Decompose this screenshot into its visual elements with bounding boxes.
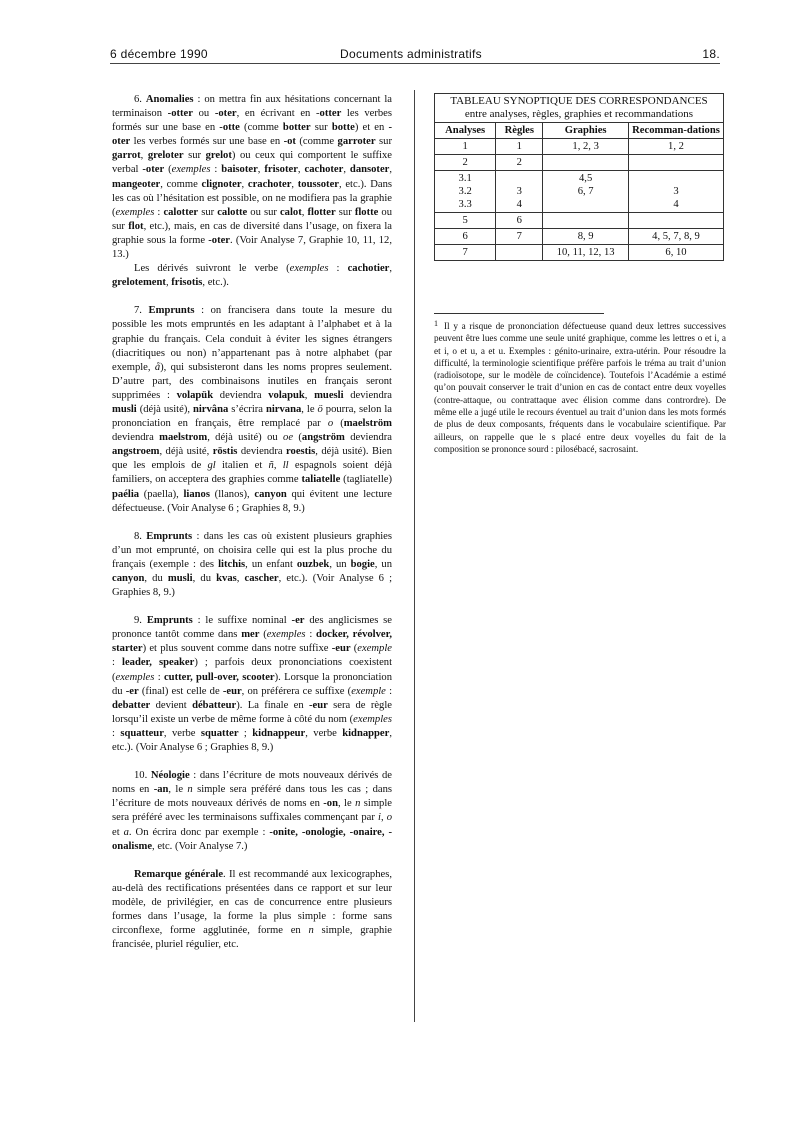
- italic-term: exemple: [351, 685, 386, 697]
- header-journal: Documents administratifs: [340, 47, 482, 61]
- paragraph-neologie: [112, 769, 392, 854]
- paragraph-emprunts-7: [112, 304, 392, 515]
- bold-term: calot: [279, 206, 302, 218]
- bold-term: muesli: [314, 389, 344, 401]
- text-run: (: [164, 164, 172, 176]
- text-run: :: [154, 206, 164, 218]
- bold-term: Néologie: [150, 770, 190, 782]
- cell-graphies: 10, 11, 12, 13: [543, 245, 629, 261]
- table-title: [435, 94, 724, 123]
- bold-term: leader, speaker: [122, 657, 195, 669]
- text-run: Les dérivés suivront le verbe (: [134, 263, 290, 275]
- text-run: italien et: [215, 460, 269, 472]
- bold-term: otter: [319, 108, 342, 120]
- paragraph-emprunts-9: [112, 614, 392, 755]
- text-run: (llanos),: [209, 488, 255, 500]
- table-row: [435, 245, 724, 261]
- cell-analyses: 1: [435, 139, 496, 155]
- bold-term: flot: [128, 220, 144, 232]
- text-run: , un: [329, 558, 351, 570]
- text-run: pourra, selon la prononciation en français, être remplacé par: [112, 403, 392, 430]
- text-run: , un: [374, 558, 392, 570]
- text-run: . (Voir Analyse 7, Graphie 10, 11, 12, 13.): [112, 234, 392, 261]
- cell-recommandations: [629, 155, 724, 171]
- italic-term: exemples: [115, 671, 155, 683]
- bold-term: Emprunts: [146, 530, 193, 542]
- text-run: , du: [192, 573, 217, 584]
- italic-term: o: [386, 812, 393, 824]
- text-run: ) et plus souvent comme dans notre suffixe: [142, 643, 332, 655]
- text-run: ) et en: [354, 122, 389, 134]
- text-run: : dans les cas où existent plusieurs graphies d’un mot emprunté, on choisira celle qui est la plus proche du français (exemple : des: [112, 530, 393, 570]
- cell-recommandations: 3 4: [629, 171, 724, 213]
- cell-recommandations: 1, 2: [629, 139, 724, 155]
- bold-term: baisoter: [221, 164, 258, 176]
- bold-term: roestis: [286, 446, 316, 458]
- paragraph-derives: [112, 262, 392, 290]
- bold-term: kidnappeur: [252, 727, 306, 739]
- bold-term: -eur: [331, 643, 351, 655]
- text-run: (: [350, 643, 358, 655]
- table-body: [435, 139, 724, 261]
- text-run: ). Lorsque la prononciation du: [112, 671, 392, 697]
- text-run: sur: [310, 122, 332, 134]
- text-run: ) ou ceux qui comportent le suffixe verbal: [112, 150, 393, 176]
- bold-term: flotte: [354, 206, 379, 218]
- text-run: ,: [241, 178, 248, 190]
- bold-term: -oter: [112, 122, 392, 148]
- text-run: (: [293, 432, 302, 444]
- footnote: [434, 320, 726, 455]
- bold-term: grelot: [205, 150, 232, 162]
- text-run: deviendra: [213, 389, 269, 401]
- text-run: ,: [380, 812, 387, 824]
- bold-term: cascher: [244, 573, 279, 584]
- table-row: [435, 155, 724, 171]
- text-run: (paella),: [139, 488, 184, 500]
- cell-regles: 7: [496, 229, 543, 245]
- text-run: , déjà usité) ou: [207, 432, 284, 444]
- text-run: , déjà usité). Bien que les emplois de: [112, 446, 392, 472]
- bold-term: docker, révolver, starter: [112, 629, 392, 655]
- text-run: 6.: [134, 94, 146, 105]
- text-run: ,: [257, 164, 265, 176]
- text-run: , le: [168, 784, 188, 796]
- text-run: (comme: [239, 122, 283, 134]
- left-column: [112, 93, 392, 966]
- text-run: (tagliatelle): [340, 474, 392, 486]
- text-run: ,: [291, 178, 298, 190]
- bold-term: Remarque générale: [134, 868, 224, 880]
- text-run: ,: [301, 206, 308, 218]
- text-run: ,: [140, 150, 148, 162]
- text-run: :: [154, 671, 164, 683]
- bold-term: bogie: [350, 558, 375, 570]
- text-run: ou: [192, 108, 215, 120]
- bold-term: mangeoter: [112, 178, 161, 190]
- text-run: ), qui subsisteront dans les noms propres seulement. D’autre part, des combinaisons inutiles en français seront supprimées :: [112, 361, 392, 401]
- bold-term: ouzbek: [296, 558, 330, 570]
- bold-term: -eur: [222, 685, 242, 697]
- cell-analyses: 7: [435, 245, 496, 261]
- italic-term: a: [123, 826, 129, 838]
- text-run: 7.: [134, 305, 149, 317]
- italic-term: n: [308, 925, 314, 937]
- table-row: [435, 139, 724, 155]
- italic-term: o: [327, 418, 334, 430]
- text-run: : dans l’écriture de mots nouveaux dérivés de noms en: [112, 770, 392, 796]
- text-run: . Il est recommandé aux lexicographes, au-delà des rectifications présentées dans ce rapport et sur leur modèle, de privilégier, en cas de concurrence entre plusieurs formes dans l’usage, la forme la plus simple : forme sans circonflexe, forme agglutinée, forme en: [112, 868, 392, 937]
- text-run: : on francisera dans toute la mesure du possible les mots empruntés en les adaptant à l’alphabet et à la graphie du français. Cela conduit à éviter les signes étrangers (diacritiques ou non) n’appartenant pas à notre alphabet (par exemple,: [112, 305, 392, 373]
- text-run: , le: [301, 403, 318, 415]
- bold-term: musli: [167, 573, 193, 584]
- text-run: deviendra: [344, 432, 392, 444]
- italic-term: n: [355, 798, 361, 810]
- bold-term: -an: [153, 784, 169, 796]
- italic-term: gl: [207, 460, 216, 472]
- text-run: (comme: [295, 136, 338, 148]
- bold-term: -er: [291, 615, 305, 627]
- table-title-line2: entre analyses, règles, graphies et recommandations: [464, 108, 694, 120]
- cell-regles: 3 4: [496, 171, 543, 213]
- italic-term: oe: [283, 432, 294, 444]
- cell-recommandations: 4, 5, 7, 8, 9: [629, 229, 724, 245]
- bold-term: -oter: [214, 108, 237, 120]
- cell-recommandations: 6, 10: [629, 245, 724, 261]
- text-run: , un enfant: [245, 558, 297, 570]
- bold-term: canyon: [254, 488, 287, 500]
- bold-term: nirvâna: [192, 403, 229, 415]
- bold-term: garrot: [112, 150, 141, 162]
- text-run: ou sur: [247, 206, 280, 218]
- text-run: , etc. (Voir Analyse 7.): [152, 840, 248, 852]
- text-run: ,: [236, 573, 245, 584]
- bold-term: kidnapper: [342, 727, 390, 739]
- text-run: , on préférera ce suffixe (: [241, 685, 352, 697]
- cell-recommandations: [629, 213, 724, 229]
- text-run: ,: [389, 263, 392, 275]
- text-run: sur: [375, 136, 392, 148]
- text-run: :: [210, 164, 222, 176]
- text-run: et: [112, 826, 124, 838]
- cell-regles: [496, 245, 543, 261]
- italic-term: å: [154, 361, 161, 373]
- bold-term: -otter: [167, 108, 193, 120]
- text-run: ,: [343, 164, 350, 176]
- bold-term: calotter: [163, 206, 199, 218]
- bold-term: -onite, -onologie, -onaire, -onalisme: [112, 826, 392, 852]
- col-header-graphies: Graphies: [543, 123, 629, 139]
- text-run: simple sera préféré avec les terminaisons suffixales commençant par: [112, 798, 392, 824]
- text-run: :: [112, 727, 121, 739]
- italic-term: i: [377, 812, 381, 824]
- page-header: [110, 47, 720, 63]
- bold-term: volapuk: [268, 389, 305, 401]
- text-run: , comme: [160, 178, 202, 190]
- text-run: simple sera préféré dans tous les cas ; dans l’écriture de mots nouveaux dérivés de noms en: [112, 784, 392, 810]
- bold-term: grelotement: [112, 277, 166, 289]
- italic-term: ö: [317, 403, 323, 415]
- bold-term: litchis: [218, 558, 246, 570]
- cell-regles: 1: [496, 139, 543, 155]
- bold-term: squatteur: [120, 727, 164, 739]
- text-run: , du: [144, 573, 168, 584]
- text-run: sera de règle lorsqu’il existe un verbe de même forme à côté du nom (: [112, 699, 393, 725]
- text-run: , etc.).: [202, 277, 229, 289]
- text-run: , etc.). (Voir Analyse 6 ; Graphies 8, 9.): [112, 573, 393, 599]
- bold-term: flotter: [307, 206, 336, 218]
- paragraph-remarque-generale: [112, 868, 392, 953]
- cell-graphies: [543, 155, 629, 171]
- col-header-regles: Règles: [496, 123, 543, 139]
- italic-term: exemples: [115, 206, 155, 218]
- text-run: (: [259, 629, 267, 641]
- table-row: [435, 213, 724, 229]
- text-run: ) ; parfois deux prononciations coexistent (: [112, 657, 393, 683]
- text-run: ou sur: [112, 206, 393, 232]
- cell-analyses: 6: [435, 229, 496, 245]
- bold-term: dansoter: [349, 164, 390, 176]
- text-run: (final) est celle de: [138, 685, 223, 697]
- bold-term: canyon: [112, 573, 145, 584]
- bold-term: Emprunts: [148, 305, 195, 317]
- bold-term: -er: [125, 685, 139, 697]
- text-run: , le: [337, 798, 356, 810]
- bold-term: maelström: [343, 418, 392, 430]
- synoptic-table: [434, 93, 724, 261]
- italic-term: ll: [282, 460, 289, 472]
- bold-term: taliatelle: [301, 474, 341, 486]
- col-header-analyses: Analyses: [435, 123, 496, 139]
- text-run: , en écrivant en -: [236, 108, 320, 120]
- text-run: qui évitent une lecture défectueuse. (Voir Analyse 6 ; Graphies 8, 9.): [112, 488, 393, 514]
- bold-term: röstis: [212, 446, 238, 458]
- text-run: ,: [165, 277, 172, 289]
- bold-term: débatteur: [192, 699, 237, 711]
- bold-term: greloter: [147, 150, 184, 162]
- italic-term: exemple: [357, 643, 392, 655]
- text-run: ,: [389, 164, 393, 176]
- text-run: simple, graphie francisée, pluriel régulier, etc.: [112, 925, 392, 951]
- text-run: des anglicismes se prononce tantôt comme dans: [112, 615, 393, 641]
- paragraph-anomalies: [112, 93, 392, 262]
- cell-analyses: 5: [435, 213, 496, 229]
- cell-graphies: 8, 9: [543, 229, 629, 245]
- text-run: : le suffixe nominal: [192, 615, 292, 627]
- text-run: ,: [297, 164, 305, 176]
- italic-term: exemples: [266, 629, 306, 641]
- cell-graphies: 4,5 6, 7: [543, 171, 629, 213]
- bold-term: cachoter: [304, 164, 344, 176]
- text-run: (déjà usité),: [136, 403, 193, 415]
- cell-regles: 2: [496, 155, 543, 171]
- italic-term: exemples: [289, 263, 329, 275]
- text-run: 10.: [134, 770, 151, 782]
- bold-term: lianos: [183, 488, 210, 500]
- cell-analyses: 3.1 3.2 3.3: [435, 171, 496, 213]
- text-run: , déjà usité,: [159, 446, 213, 458]
- cell-analyses: 2: [435, 155, 496, 171]
- text-run: , etc.). (Voir Analyse 6 ; Graphies 8, 9.): [112, 727, 392, 754]
- right-column: [434, 93, 724, 261]
- bold-term: -oter: [142, 164, 165, 176]
- text-run: , etc.). Dans les cas où l’hésitation est possible, on ne modifiera pas la graphie (: [112, 178, 392, 218]
- text-run: , verbe: [163, 727, 201, 739]
- bold-term: squatter: [200, 727, 239, 739]
- text-run: sur: [183, 150, 206, 162]
- bold-term: frisoter: [264, 164, 298, 176]
- text-run: :: [112, 657, 123, 669]
- bold-term: -ot: [283, 136, 296, 148]
- text-run: les verbes formés sur une base en: [112, 108, 392, 134]
- table-title-line1: TABLEAU SYNOPTIQUE DES CORRESPONDANCES: [450, 95, 708, 107]
- bold-term: debatter: [112, 699, 151, 711]
- text-run: ,: [304, 389, 315, 401]
- bold-term: -otte: [219, 122, 240, 134]
- bold-term: cutter, pull-over, scooter: [163, 671, 275, 683]
- table-row: [435, 171, 724, 213]
- bold-term: frisotis: [171, 277, 203, 289]
- text-run: les verbes formés sur une base en: [130, 136, 284, 148]
- bold-term: cachotier: [347, 263, 390, 275]
- text-run: 9.: [134, 615, 147, 627]
- text-run: :: [305, 629, 317, 641]
- bold-term: volapük: [176, 389, 214, 401]
- text-run: :: [328, 263, 348, 275]
- text-run: , etc.), mais, en cas de diversité dans l’usage, on fixera la graphie sous la forme: [112, 220, 392, 246]
- text-run: (: [333, 418, 344, 430]
- bold-term: toussoter: [297, 178, 339, 190]
- footnote-rule: [434, 313, 604, 314]
- italic-term: exemples: [353, 713, 392, 725]
- bold-term: Anomalies: [145, 94, 194, 105]
- text-run: deviendra: [343, 389, 393, 401]
- text-run: deviendra: [237, 446, 287, 458]
- bold-term: nirvana: [265, 403, 302, 415]
- bold-term: maelstrom: [159, 432, 208, 444]
- bold-term: -eur: [308, 699, 328, 711]
- paragraph-emprunts-8: [112, 530, 392, 600]
- text-run: sur: [335, 206, 355, 218]
- text-run: :: [385, 685, 393, 697]
- text-run: . On écrira donc par exemple :: [128, 826, 270, 838]
- footnote-text: Il y a risque de prononciation défectueuse quand deux lettres successives peuvent être lues comme une seule unité graphique, comme les lettres o et i, a et i, o et u, a et u. Exemples : génito-urinaire, extra-utérin. Pour résoudre la difficulté, la terminologie scientifique préfère parfois le tréma au trait d’union (radioïsotope, sur le modèle de coïncidence). Toutefois l’Académie a estimé qu’on pouvait conserver le trait d’union en cas de contact entre deux voyelles (contre-attaque, ou contrattaque avec élision comme dans contrordre). De même elle a jugé utile le recours éventuel au trait d’union dans les mots formés de plus de deux composants, fréquents dans le vocabulaire scientifique. Par ailleurs, on rappelle que le s placé entre deux voyelles du fait de la composition se prononce sourd : pilosébacé, sacrosaint.: [434, 321, 726, 454]
- bold-term: -oter: [208, 234, 231, 246]
- text-run: ;: [238, 727, 253, 739]
- table-row: [435, 229, 724, 245]
- text-run: ,: [273, 460, 283, 472]
- header-page-number: 18.: [702, 47, 720, 61]
- bold-term: calotte: [217, 206, 248, 218]
- text-run: s’écrira: [228, 403, 266, 415]
- bold-term: mer: [241, 629, 260, 641]
- bold-term: clignoter: [201, 178, 242, 190]
- text-run: sur: [198, 206, 218, 218]
- bold-term: angström: [301, 432, 345, 444]
- text-run: , verbe: [305, 727, 343, 739]
- bold-term: garroter: [337, 136, 376, 148]
- bold-term: kvas: [216, 573, 237, 584]
- header-date: 6 décembre 1990: [110, 47, 208, 61]
- cell-graphies: 1, 2, 3: [543, 139, 629, 155]
- text-run: devient: [150, 699, 193, 711]
- bold-term: -on: [323, 798, 338, 810]
- column-divider: [414, 90, 415, 1022]
- bold-term: botte: [331, 122, 355, 134]
- text-run: espagnols soient déjà familiers, on acceptera des graphies comme: [112, 460, 393, 486]
- text-run: 8.: [134, 530, 147, 542]
- bold-term: musli: [112, 403, 137, 415]
- header-rule: [110, 63, 720, 64]
- text-run: ). La finale en: [236, 699, 309, 711]
- cell-graphies: [543, 213, 629, 229]
- bold-term: botter: [282, 122, 311, 134]
- bold-term: angstroem: [112, 446, 160, 458]
- italic-term: ñ: [268, 460, 274, 472]
- text-run: deviendra: [112, 432, 160, 444]
- cell-regles: 6: [496, 213, 543, 229]
- footnote-marker: 1: [434, 319, 438, 328]
- bold-term: Emprunts: [146, 615, 193, 627]
- italic-term: n: [187, 784, 193, 796]
- text-run: : on mettra fin aux hésitations concernant la terminaison: [112, 94, 392, 120]
- col-header-recommandations: Recomman-dations: [629, 123, 724, 139]
- bold-term: crachoter: [247, 178, 292, 190]
- italic-term: exemples: [171, 164, 211, 176]
- bold-term: paélia: [112, 488, 140, 500]
